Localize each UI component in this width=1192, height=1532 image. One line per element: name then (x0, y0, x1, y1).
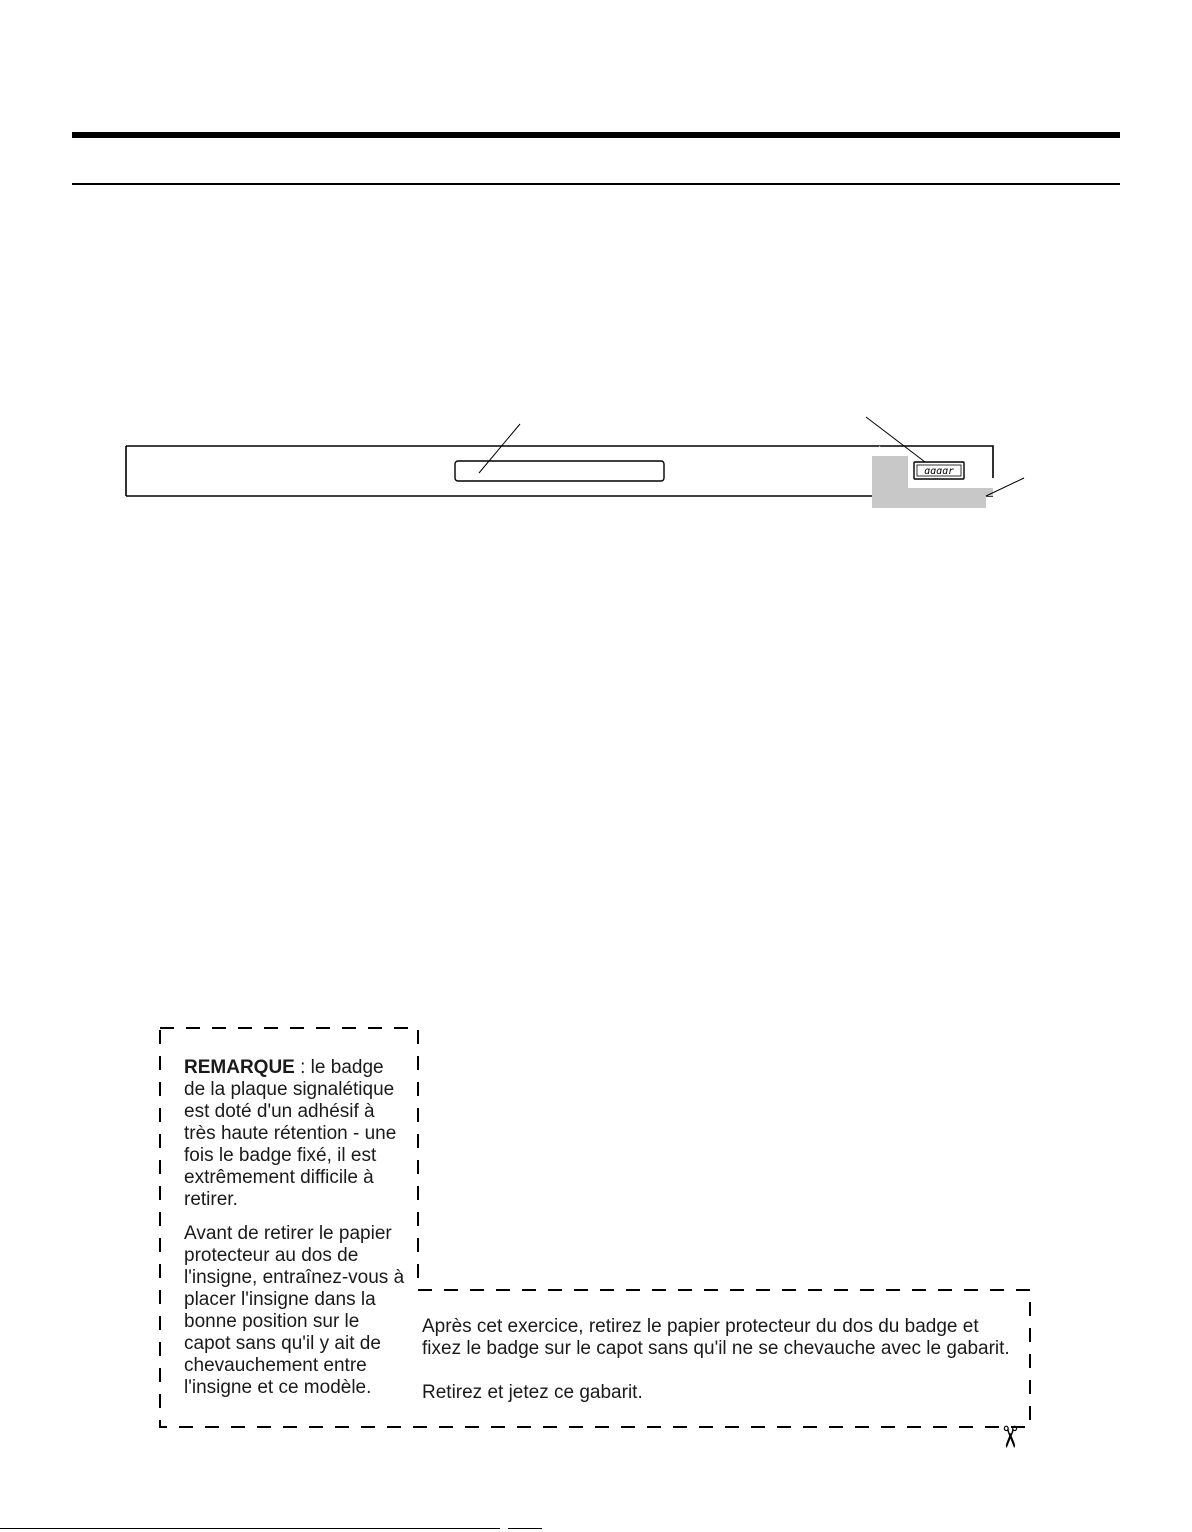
footer-rule-short (508, 1528, 542, 1529)
footer-rule (0, 1528, 500, 1529)
instruction-line-1: Après cet exercice, retirez le papier protecteur du dos du badge et fixez le badge sur le capot sans qu'il ne se chevauche avec le gabarit. (422, 1316, 1010, 1359)
leader-template (986, 478, 1024, 496)
remarque-note (184, 1057, 406, 1411)
badge-label: ɑɑɑɑr (923, 466, 955, 477)
header-thin-rule (72, 183, 1120, 185)
header-thick-rule (72, 132, 1120, 138)
leader-slot (479, 424, 520, 473)
instructions (422, 1316, 1022, 1426)
scissors-icon: ✂ (992, 1424, 1026, 1450)
hood-diagram (0, 400, 1192, 520)
instruction-line-2: Retirez et jetez ce gabarit. (422, 1382, 643, 1403)
note-label: REMARQUE (184, 1057, 295, 1078)
hood-panel (126, 446, 993, 496)
leader-badge (866, 417, 925, 462)
note-text-1: : le badge de la plaque signalétique est doté d'un adhésif à très haute rétention - une fois le badge fixé, il est extrêmement difficile à retirer. (184, 1057, 397, 1210)
note-text-2: Avant de retirer le papier protecteur au dos de l'insigne, entraînez-vous à placer l'insigne dans la bonne position sur le capot sans qu'il y ait de chevauchement entre l'insigne et ce modèle. (184, 1223, 405, 1398)
badge (914, 462, 964, 479)
